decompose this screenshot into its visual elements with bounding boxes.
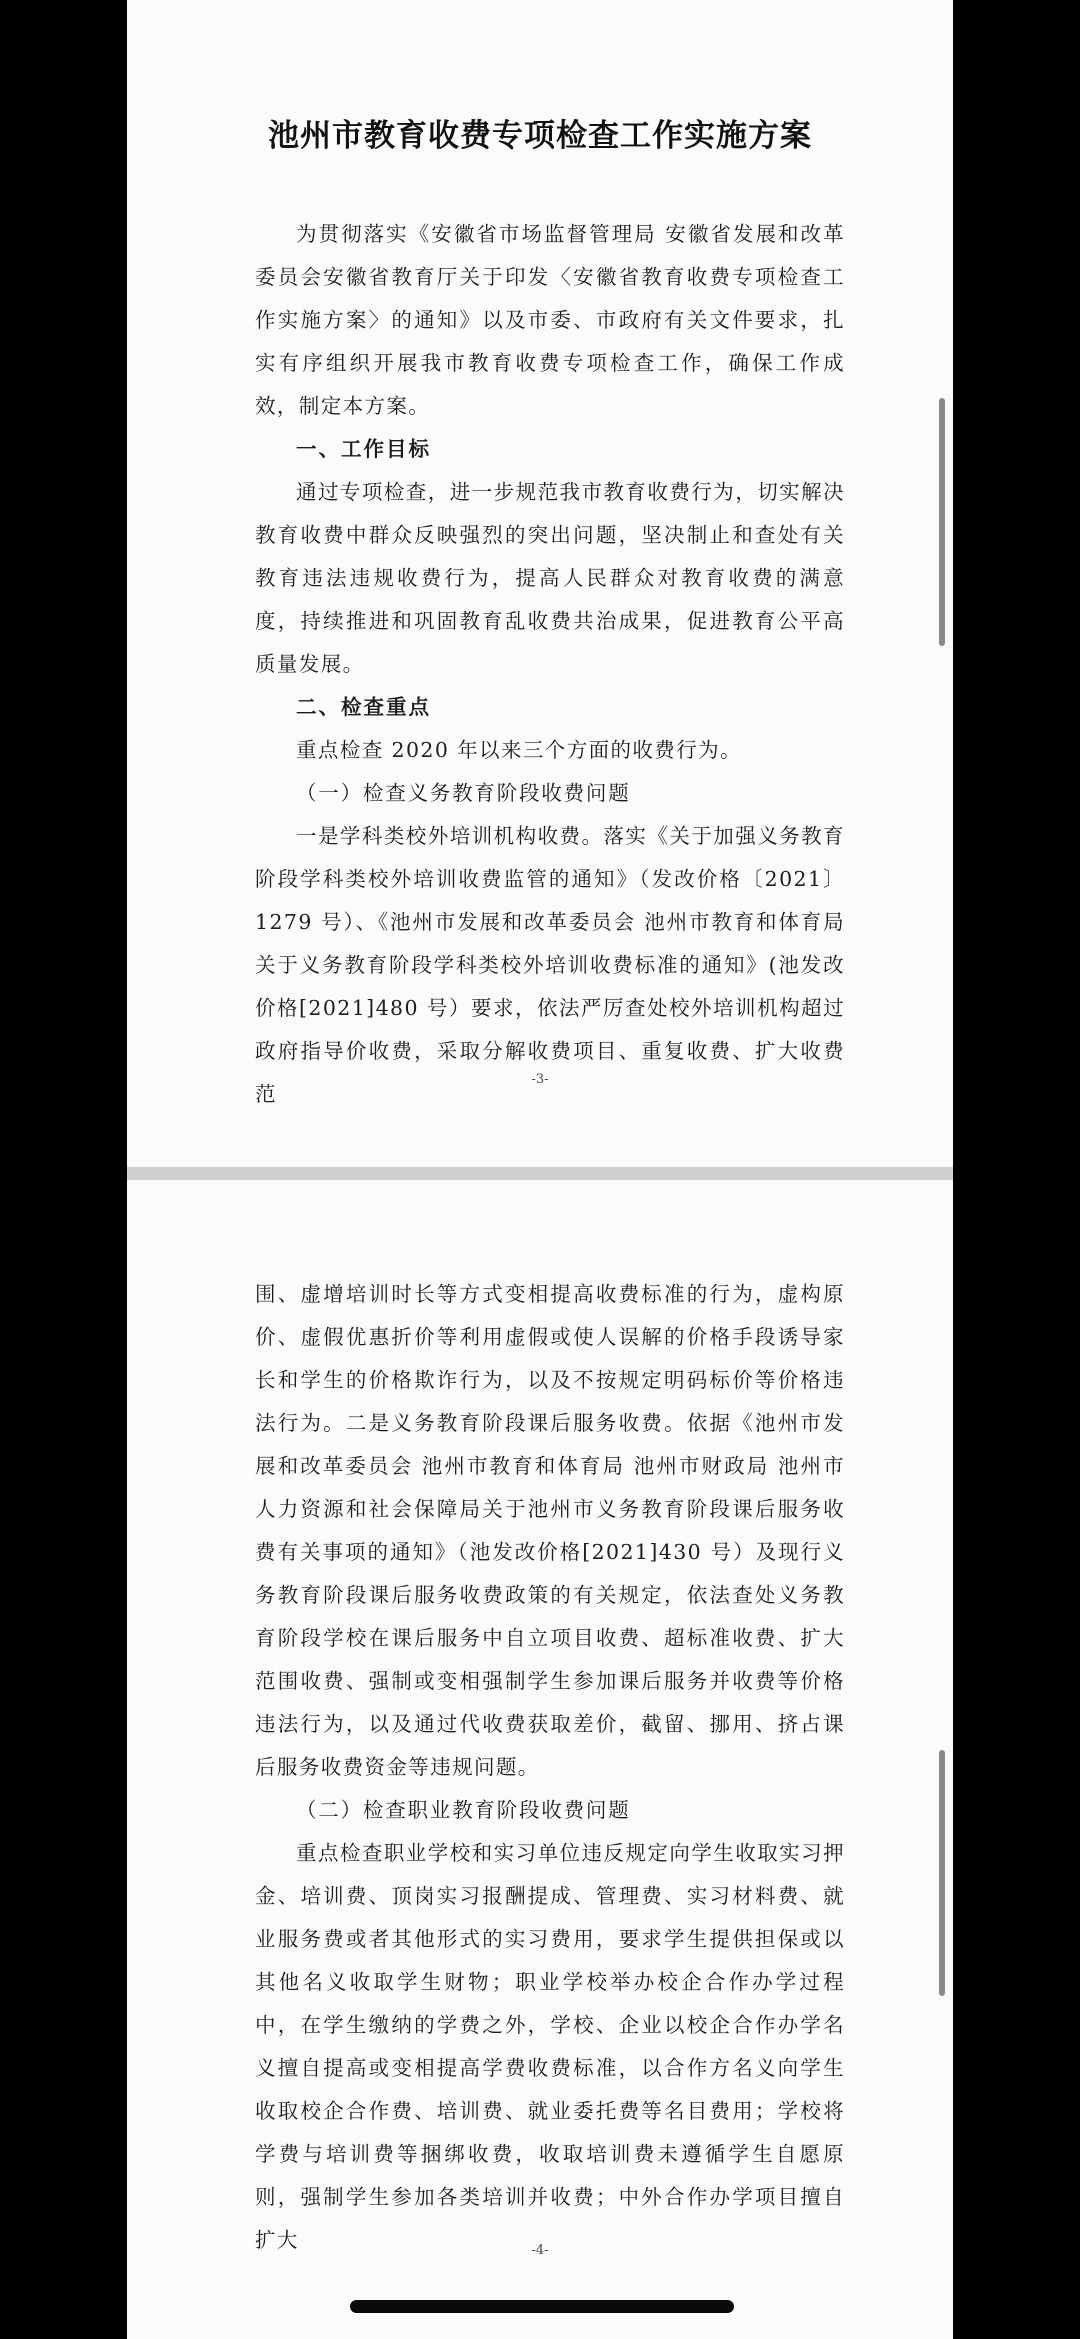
subsection-heading-vocational: （二）检查职业教育阶段收费问题 xyxy=(296,1798,631,1822)
section-heading-focus: 二、检查重点 xyxy=(296,695,431,719)
document-page-4 xyxy=(127,1180,953,2339)
section-heading-goals: 一、工作目标 xyxy=(296,437,431,461)
document-page-3 xyxy=(127,0,953,1167)
document-title: 池州市教育收费专项检查工作实施方案 xyxy=(268,118,812,154)
page-number: -3- xyxy=(531,1072,549,1087)
focus-paragraph: 重点检查 2020 年以来三个方面的收费行为。 xyxy=(296,738,742,762)
goals-paragraph: 通过专项检查，进一步规范我市教育收费行为，切实解决教育收费中群众反映强烈的突出问题，坚决制止和查处有关教育违法违规收费行为，提高人民群众对教育收费的满意度，持续推进和巩固教育乱收费共治成果，促进教育公平高质量发展。 xyxy=(255,480,845,676)
intro-paragraph: 为贯彻落实《安徽省市场监督管理局 安徽省发展和改革委员会安徽省教育厅关于印发〈安徽省教育收费专项检查工作实施方案〉的通知》以及市委、市政府有关文件要求，扎实有序组织开展我市教育收费专项检查工作，确保工作成效，制定本方案。 xyxy=(255,222,845,418)
page-number: -4- xyxy=(531,2243,549,2258)
vocational-paragraph: 重点检查职业学校和实习单位违反规定向学生收取实习押金、培训费、顶岗实习报酬提成、管理费、实习材料费、就业服务费或者其他形式的实习费用，要求学生提供担保或以其他名义收取学生财物；职业学校举办校企合作办学过程中，在学生缴纳的学费之外，学校、企业以校企合作办学名义擅自提高或变相提高学费收费标准，以合作方名义向学生收取校企合作费、培训费、就业委托费等名目费用；学校将学费与培训费等捆绑收费，收取培训费未遵循学生自愿原则，强制学生参加各类培训并收费；中外合作办学项目擅自扩大 xyxy=(255,1841,845,2252)
subsection-heading-compulsory: （一）检查义务教育阶段收费问题 xyxy=(296,781,631,805)
scroll-indicator[interactable] xyxy=(939,1750,945,1996)
page-3-body xyxy=(255,213,845,1116)
home-indicator[interactable] xyxy=(350,2300,734,2313)
continued-paragraph: 围、虚增培训时长等方式变相提高收费标准的行为，虚构原价、虚假优惠折价等利用虚假或使人误解的价格手段诱导家长和学生的价格欺诈行为，以及不按规定明码标价等价格违法行为。二是义务教育阶段课后服务收费。依据《池州市发展和改革委员会 池州市教育和体育局 池州市财政局 池州市人力资源和社会保障局关于池州市义务教育阶段课后服务收费有关事项的通知》（池发改价格[2021]430 号）及现行义务教育阶段课后服务收费政策的有关规定，依法查处义务教育阶段学校在课后服务中自立项目收费、超标准收费、扩大范围收费、强制或变相强制学生参加课后服务并收费等价格违法行为，以及通过代收费获取差价，截留、挪用、挤占课后服务收费资金等违规问题。 xyxy=(255,1282,845,1779)
compulsory-paragraph: 一是学科类校外培训机构收费。落实《关于加强义务教育阶段学科类校外培训收费监管的通知》（发改价格〔2021〕1279 号）、《池州市发展和改革委员会 池州市教育和体育局关于义务教育阶段学科类校外培训收费标准的通知》(池发改价格[2021]480 号）要求，依法严厉查处校外培训机构超过政府指导价收费，采取分解收费项目、重复收费、扩大收费范 xyxy=(255,824,845,1106)
page-4-body xyxy=(255,1273,845,2262)
page-separator xyxy=(127,1167,953,1180)
scroll-indicator[interactable] xyxy=(939,398,945,646)
